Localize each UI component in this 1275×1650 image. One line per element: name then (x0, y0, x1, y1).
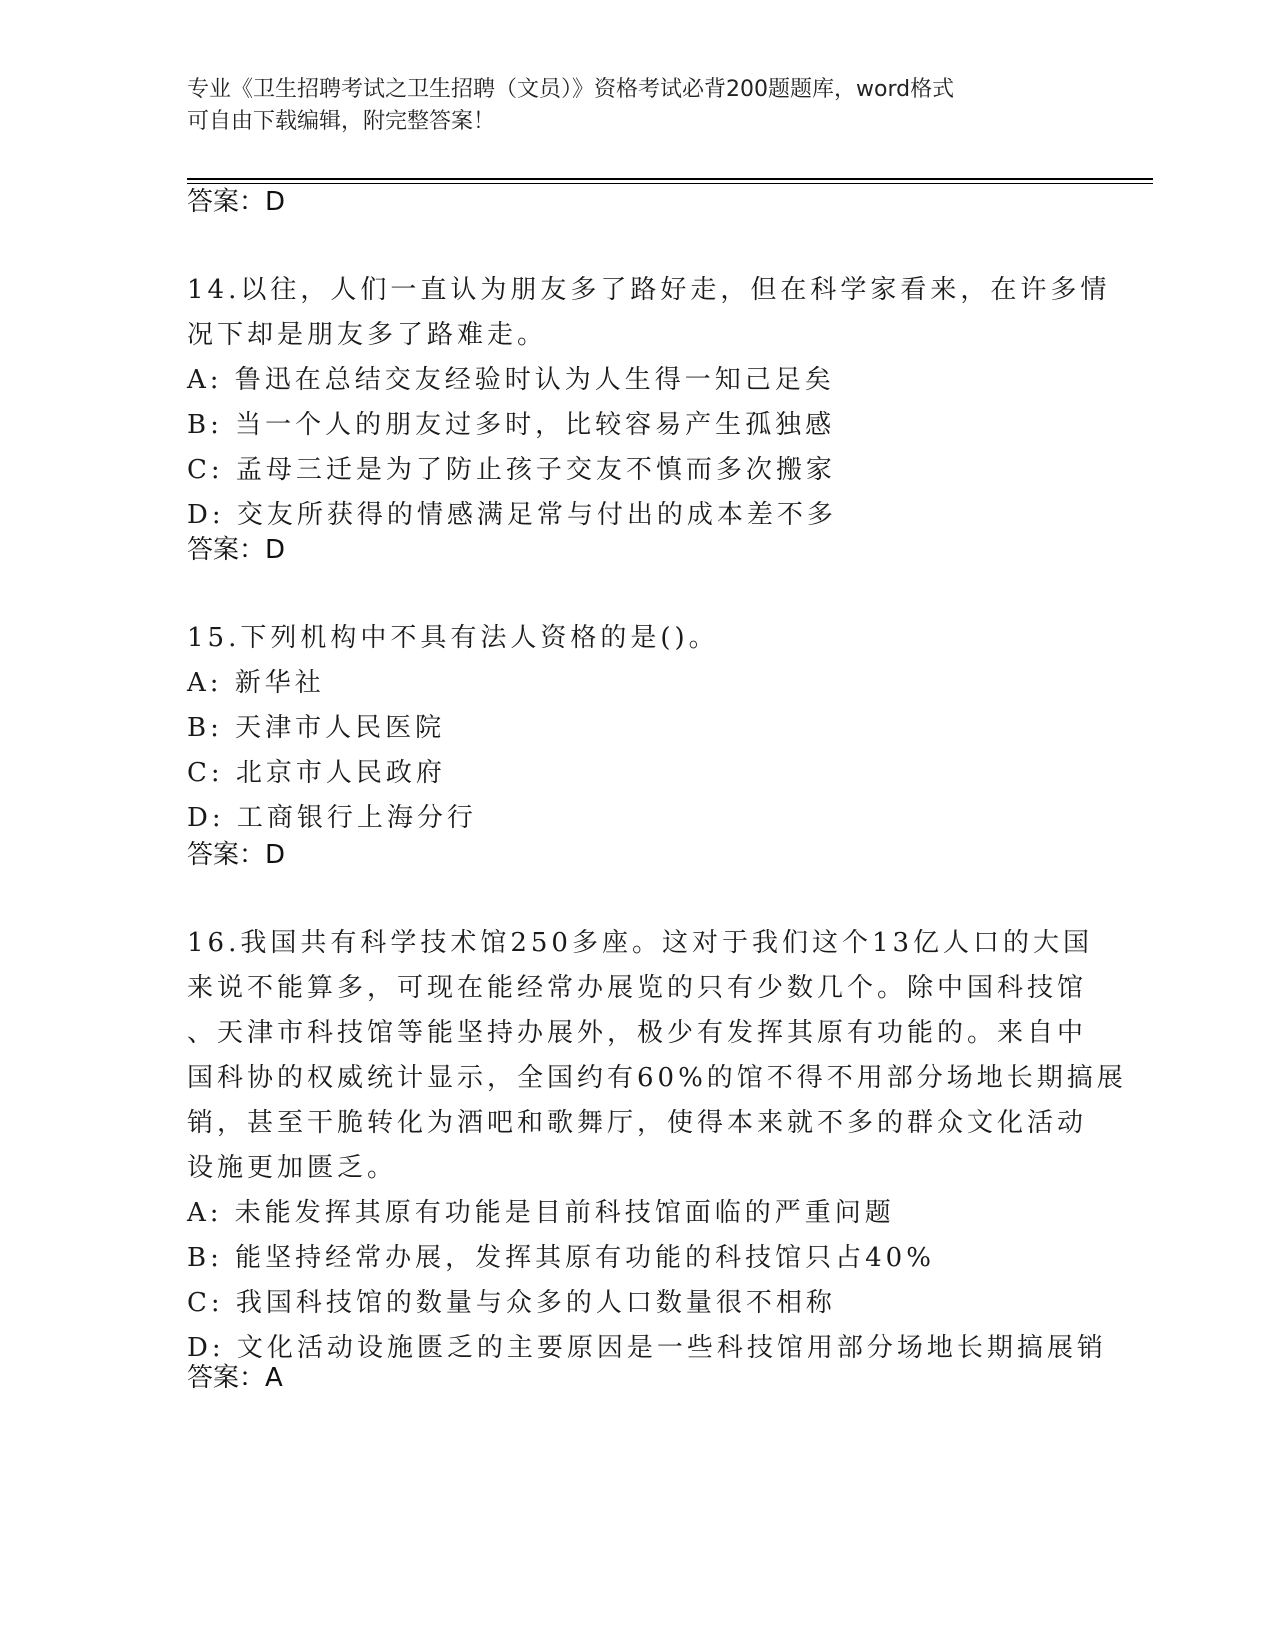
question-15-option-a: A: 新华社 (187, 668, 325, 698)
answer-16: 答案：A (187, 1363, 283, 1393)
document-header (187, 74, 1087, 138)
question-16-line-1: 16.我国共有科学技术馆250多座。这对于我们这个13亿人口的大国 (187, 928, 1094, 958)
question-16-option-c: C: 我国科技馆的数量与众多的人口数量很不相称 (187, 1288, 836, 1318)
question-15 (187, 616, 719, 841)
answer-15: 答案：D (187, 840, 286, 870)
header-line-2: 可自由下载编辑，附完整答案！ (187, 109, 496, 134)
question-16-line-4: 国科协的权威统计显示，全国约有60%的馆不得不用部分场地长期搞展 (187, 1063, 1127, 1093)
answer-previous: 答案：D (187, 187, 286, 217)
question-16-line-6: 设施更加匮乏。 (187, 1153, 398, 1183)
question-16-option-a: A: 未能发挥其原有功能是目前科技馆面临的严重问题 (187, 1198, 895, 1228)
question-15-option-b: B: 天津市人民医院 (187, 713, 446, 743)
question-14-line-1: 14.以往，人们一直认为朋友多了路好走，但在科学家看来，在许多情 (187, 275, 1111, 305)
question-14-option-a: A: 鲁迅在总结交友经验时认为人生得一知己足矣 (187, 365, 835, 395)
header-line-1: 专业《卫生招聘考试之卫生招聘（文员）》资格考试必背200题题库，word格式 (187, 77, 955, 102)
header-rule-thick (187, 178, 1153, 180)
question-14-option-c: C: 孟母三迁是为了防止孩子交友不慎而多次搬家 (187, 455, 836, 485)
question-16-option-b: B: 能坚持经常办展，发挥其原有功能的科技馆只占40% (187, 1243, 935, 1273)
question-16 (187, 921, 1127, 1371)
question-14 (187, 268, 1110, 538)
question-14-option-d: D: 交友所获得的情感满足常与付出的成本差不多 (187, 500, 837, 530)
question-16-option-d: D: 文化活动设施匮乏的主要原因是一些科技馆用部分场地长期搞展销 (187, 1333, 1107, 1363)
question-16-line-5: 销，甚至干脆转化为酒吧和歌舞厅，使得本来就不多的群众文化活动 (187, 1108, 1088, 1138)
question-14-line-2: 况下却是朋友多了路难走。 (187, 320, 548, 350)
question-15-line-1: 15.下列机构中不具有法人资格的是()。 (187, 623, 719, 653)
header-rule-thin (187, 183, 1153, 184)
answer-14: 答案：D (187, 535, 286, 565)
question-16-line-3: 、天津市科技馆等能坚持办展外，极少有发挥其原有功能的。来自中 (187, 1018, 1088, 1048)
question-16-line-2: 来说不能算多，可现在能经常办展览的只有少数几个。除中国科技馆 (187, 973, 1088, 1003)
question-15-option-c: C: 北京市人民政府 (187, 758, 446, 788)
question-15-option-d: D: 工商银行上海分行 (187, 803, 477, 833)
question-14-option-b: B: 当一个人的朋友过多时，比较容易产生孤独感 (187, 410, 836, 440)
